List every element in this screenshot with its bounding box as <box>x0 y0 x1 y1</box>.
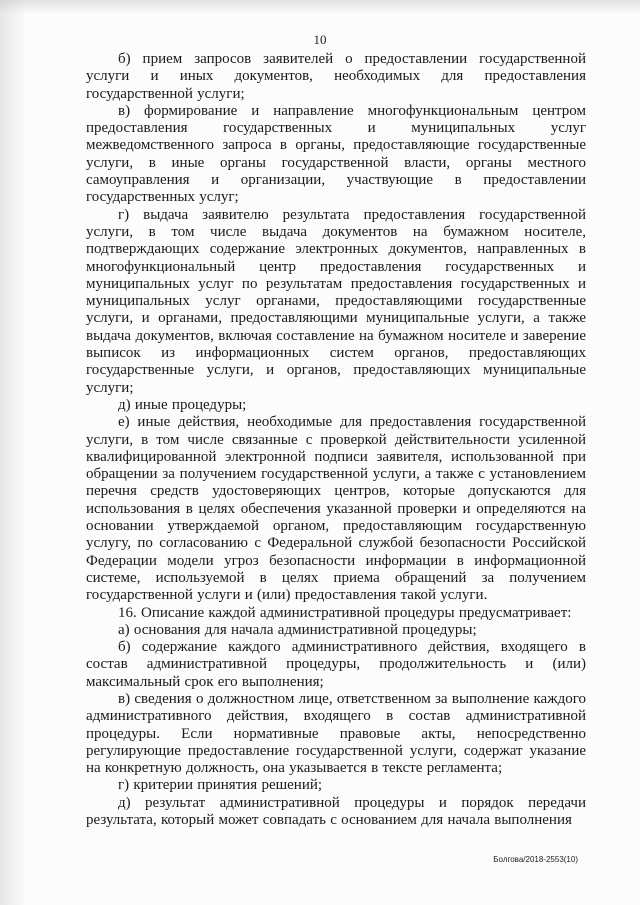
paragraph-v-official: в) сведения о должностном лице, ответственном за выполнение каждого административного действия, входящего в состав административной процедуры. Если нормативные правовые акты, непосредственно регулирующие предоставление государственной услуги, содержат указание на конкретную должность, она указывается в тексте регламента; <box>86 690 586 777</box>
paragraph-v-interagency-request: в) формирование и направление многофункциональным центром предоставления государственных и муниципальных услуг межведомственного запроса в органы, предоставляющие государственные услуги, в иные органы государственной власти, органы местного самоуправления и организации, участвующие в предоставлении государственных услуг; <box>86 102 586 206</box>
page-number: 10 <box>313 32 327 47</box>
scan-shadow-top <box>0 0 640 14</box>
paragraph-a-grounds: а) основания для начала административной процедуры; <box>118 621 477 638</box>
paragraph-b-receive-requests: б) прием запросов заявителей о предоставлении государственной услуги и иных документов, необходимых для предоставления государственной услуги; <box>86 51 586 102</box>
paragraph-g-criteria: г) критерии принятия решений; <box>118 777 323 794</box>
paragraph-d-result: д) результат административной процедуры и порядок передачи результата, который может совпадать с основанием для начала выполнения <box>86 794 586 829</box>
paragraph-16-description: 16. Описание каждой административной процедуры предусматривает: <box>118 604 572 621</box>
document-registration-code: Болгова/2018-2553(10) <box>493 855 578 864</box>
paragraph-d-other-procedures: д) иные процедуры; <box>118 396 247 413</box>
paragraph-e-other-actions: е) иные действия, необходимые для предоставления государственной услуги, в том числе связанные с проверкой действительности усиленной квалифицированной электронной подписи заявителя, использованной при обращении за получением государственной услуги, а также с установлением перечня средств удостоверяющих центров, которые допускаются для использования в целях обеспечения указанной проверки и определяются на основании утверждаемой органом, предоставляющим государственную услугу, по согласованию с Федеральной службой безопасности Российской Федерации модели угроз безопасности информации в информационной системе, используемой в целях приема обращений за получением государственной услуги и (или) предоставления такой услуги. <box>86 414 586 604</box>
document-body <box>86 51 586 829</box>
paragraph-b-content: б) содержание каждого административного действия, входящего в состав административной процедуры, продолжительность и (или) максимальный срок его выполнения; <box>86 639 586 690</box>
scan-shadow-left <box>0 0 26 905</box>
paragraph-g-issue-result: г) выдача заявителю результата предоставления государственной услуги, в том числе выдача документов на бумажном носителе, подтверждающих содержание электронных документов, направленных в многофункциональный центр предоставления государственных и муниципальных услуг по результатам предоставления государственных и муниципальных услуг органами, предоставляющими государственные услуги, и органами, предоставляющими муниципальные услуги, а также выдача документов, включая составление на бумажном носителе и заверение выписок из информационных систем органов, предоставляющих государственные услуги, и органов, предоставляющих муниципальные услуги; <box>86 206 586 396</box>
